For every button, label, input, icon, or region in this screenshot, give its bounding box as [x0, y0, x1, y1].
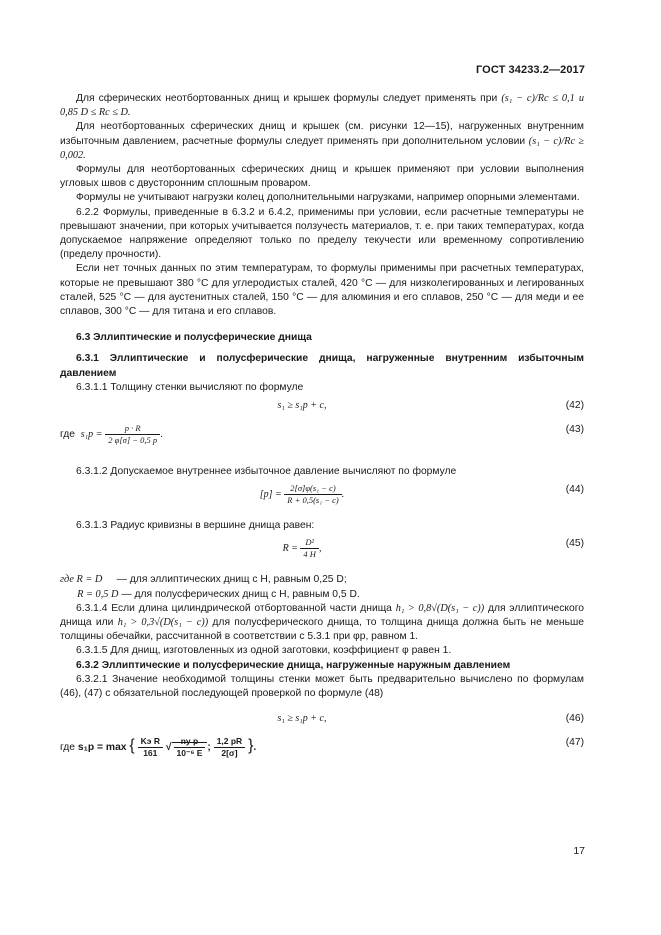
equation-43: где s₁p = $\frac{p \cdot R}{2 \varphi[\sigma] - 0,5 p}$ . (43) — [60, 423, 584, 446]
fraction-denominator: 2 φ[σ] − 0,5 p — [108, 435, 158, 446]
equation-lhs: R = — [282, 543, 298, 555]
fraction — [174, 736, 206, 759]
fraction — [300, 537, 319, 560]
fraction — [214, 736, 246, 759]
fraction — [284, 483, 342, 506]
paragraph-6313: 6.3.1.3 Радиус кривизны в вершине днища равен: — [76, 520, 315, 532]
fraction-numerator: 1,2 pR — [214, 736, 246, 748]
where-line-1: где R = D — для эллиптических днищ с H, равным 0,25 D; — [60, 574, 347, 586]
condition-formula: h₁ > 0,3√(D(s₁ − c)) — [117, 617, 209, 629]
fraction-numerator: nу p — [174, 736, 206, 748]
equation-number: (45) — [565, 538, 584, 550]
fraction-numerator: Kэ R — [138, 736, 163, 748]
fraction-numerator: D² — [300, 537, 319, 549]
paragraph-6312: 6.3.1.2 Допускаемое внутреннее избыточное давление вычисляют по формуле — [76, 466, 457, 478]
paragraph-6315: 6.3.1.5 Для днищ, изготовленных из одной заготовки, коэффициент φ равен 1. — [76, 645, 452, 657]
paragraph-2: Для неотбортованных сферических днищ и крышек (см. рисунки 12—15), нагруженных внутренним избыточным давлением, расчетные формулы следует применять при дополнительном условии (s₁ − c)/Rс ≥ 0,002. — [60, 121, 584, 161]
page-number: 17 — [573, 845, 585, 857]
document-body — [60, 92, 584, 772]
equation-44: [p] = $\frac{\text{2[σ]φ(s₁ − c)}}{\text{R + 0,5(s₁ − c)}}$ . (44) — [259, 483, 584, 506]
equation-formula: s₁ ≥ s₁p + c, — [277, 713, 327, 725]
section-heading: 6.3.1 Эллиптические и полусферические днища, нагруженные внутренним избыточным давлением — [60, 353, 584, 379]
fraction — [138, 736, 163, 759]
section-heading: 6.3.2 Эллиптические и полусферические днища, нагруженные наружным давлением — [76, 659, 511, 671]
paragraph-6321: 6.3.2.1 Значение необходимой толщины стенки может быть предварительно вычислено по формулам (46), (47) с обязательной последующей проверкой по формуле (48) — [60, 673, 584, 700]
section-heading: 6.3 Эллиптические и полусферические днища — [76, 332, 312, 344]
paragraph-6311: 6.3.1.1 Толщину стенки вычисляют по формуле — [76, 381, 304, 393]
condition-formula: (s₁ − c)/Rс ≤ 0,1 — [501, 93, 575, 104]
equation-number: (42) — [565, 400, 584, 412]
fraction-numerator: p · R — [105, 423, 160, 435]
where-label: где — [60, 429, 76, 441]
equation-number: (43) — [565, 424, 584, 436]
sqrt-icon: √ — [165, 742, 172, 754]
paragraph-3: Формулы для неотбортованных сферических днищ и крышек применяют при условии выполнения угловых швов с двусторонним сплошным проваром. — [60, 164, 584, 190]
where-line-2: R = 0,5 D — для полусферических днищ с H, равным 0,5 D. — [77, 588, 360, 600]
equation-46 — [60, 708, 584, 732]
equation-47: где s₁p = max { $\frac{\text{Kэ R}}{161}$ √ $\frac{\text{nу p}}{\text{10⁻⁶ E}}$ ; $\frac{1,2 pR}{2[\sigma]}$ }. (47) — [60, 736, 584, 759]
paragraph-4: Формулы не учитывают нагрузки колец дополнительными нагрузками, например опорными элементами. — [76, 192, 580, 204]
fraction-numerator: 2[σ]φ(s₁ − c) — [284, 483, 342, 495]
document-header: ГОСТ 34233.2—2017 — [475, 64, 585, 76]
equation-formula: s₁ ≥ s₁p + c, — [277, 400, 327, 412]
equation-number: (44) — [565, 484, 584, 496]
condition-formula: и 0,85 D ≤ Rс ≤ D. — [60, 93, 584, 119]
paragraph-6314: 6.3.1.4 Если длина цилиндрической отбортованной части днища h₁ > 0,8√(D(s₁ − c)) для эллиптического днища или h₁ > 0,3√(D(s₁ − c)) для полусферического днища, то толщина днища должна быть не меньше толщины обечайки, рассчитанной в соответствии с 5.3.1 при φp, равном 1. — [60, 602, 584, 643]
fraction — [105, 423, 160, 446]
paragraph-5: 6.2.2 Формулы, приведенные в 6.3.2 и 6.4.2, применимы при условии, если расчетные температуры не превышают значении, при которых учитывается ползучесть материалов, т. е. при таких температурах, когда допускаемое напряжение определяют только по пределу текучести или временному сопротивлению (пределу прочности). — [60, 206, 584, 261]
paragraph-6: Если нет точных данных по этим температурам, то формулы применимы при расчетных температурах, которые не превышают 380 °С для углеродистых сталей, 420 °С — для низколегированных и легированных сталей, 525 °С — для аустенитных сталей, 150 °С — для алюминия и его сплавов, 250 °С — для меди и ее сплавов, 300 °С — для титана и его сплавов. — [60, 263, 584, 318]
fraction-denominator: 2[σ] — [221, 748, 238, 759]
where-label: где — [60, 742, 76, 754]
equation-lhs: s₁p = max — [77, 742, 127, 754]
equation-lhs: [p] = — [259, 489, 282, 501]
condition-formula: (s₁ − c)/Rс ≥ 0,002. — [60, 135, 584, 161]
fraction-denominator: 10⁻⁶ E — [176, 748, 203, 759]
equation-number: (47) — [565, 737, 584, 749]
fraction-denominator: 4 H — [303, 549, 316, 560]
equation-42 — [60, 395, 584, 419]
fraction-denominator: R + 0,5(s₁ − c) — [287, 495, 339, 506]
equation-45: R = $\frac{\text{D²}}{4 H}$ , (45) — [282, 537, 584, 560]
fraction-denominator: 161 — [143, 748, 158, 759]
paragraph-1: Для сферических неотбортованных днищ и крышек формулы следует применять при (s₁ − c)/Rс ≤ 0,1 и 0,85 D ≤ Rс ≤ D. — [60, 93, 584, 119]
condition-formula: h₁ > 0,8√(D(s₁ − c)) — [395, 602, 485, 614]
equation-number: (46) — [565, 713, 584, 725]
equation-lhs: s₁p = — [80, 429, 103, 441]
